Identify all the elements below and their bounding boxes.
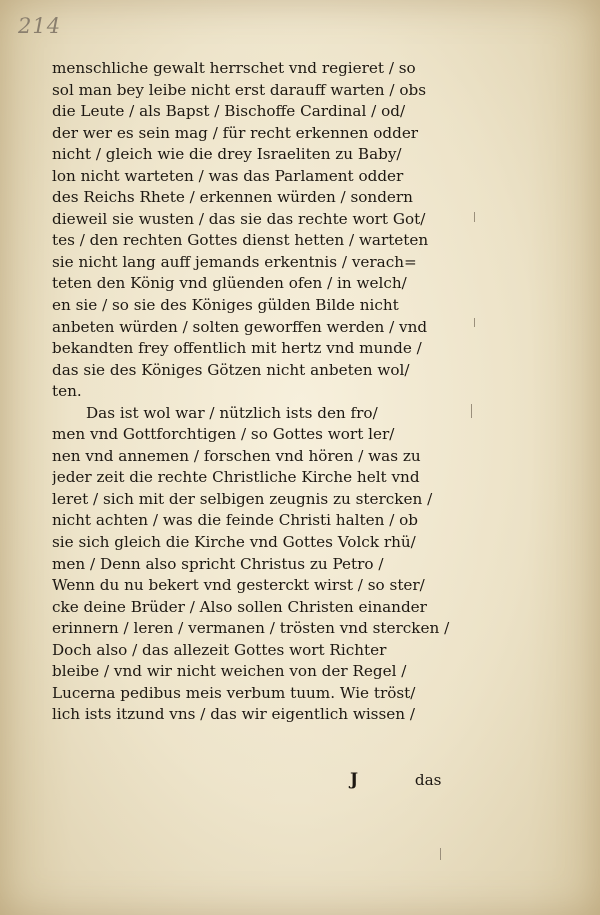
text-line: sie sich gleich die Kirche vnd Gottes Volck rhü/: [52, 533, 416, 552]
margin-tick: [474, 212, 475, 222]
text-line: tes / den rechten Gottes dienst hetten / warteten: [52, 231, 429, 250]
text-line: Das ist wol war / nützlich ists den fro/: [86, 403, 378, 422]
page-number: 214: [18, 14, 62, 38]
text-line: teten den König vnd glüenden ofen / in welch/: [52, 274, 407, 293]
text-line: die Leute / als Bapst / Bischoffe Cardinal / od/: [52, 102, 406, 121]
text-line: nicht / gleich wie die drey Israeliten zu Baby/: [52, 145, 402, 164]
text-line: jeder zeit die rechte Christliche Kirche helt vnd: [52, 468, 420, 487]
text-line: sol man bey leibe nicht erst darauff warten / obs: [52, 80, 426, 99]
text-line: nicht achten / was die feinde Christi halten / ob: [52, 511, 419, 530]
text-line: der wer es sein mag / für recht erkennen odder: [52, 123, 419, 142]
text-line: das sie des Königes Götzen nicht anbeten wol/: [52, 360, 410, 379]
text-line: ten.: [52, 382, 82, 401]
text-line: lich ists itzund vns / das wir eigentlich wissen /: [52, 705, 415, 724]
text-line: dieweil sie wusten / das sie das rechte wort Got/: [52, 209, 426, 228]
text-line: bekandten frey offentlich mit hertz vnd munde /: [52, 339, 422, 358]
text-line: men / Denn also spricht Christus zu Petro /: [52, 554, 384, 573]
text-line: Doch also / das allezeit Gottes wort Richter: [52, 640, 387, 659]
text-line: anbeten würden / solten geworffen werden / vnd: [52, 317, 428, 336]
catchword: das: [414, 771, 442, 789]
text-line: men vnd Gottforchtigen / so Gottes wort ler/: [52, 425, 395, 444]
text-line: sie nicht lang auff jemands erkentnis / verach=: [52, 252, 417, 271]
text-line: des Reichs Rhete / erkennen würden / sondern: [52, 188, 413, 207]
text-line: lon nicht warteten / was das Parlament odder: [52, 166, 404, 185]
margin-tick: [440, 848, 441, 860]
text-line: cke deine Brüder / Also sollen Christen einander: [52, 597, 427, 616]
text-line: Wenn du nu bekert vnd gesterckt wirst / so ster/: [52, 576, 425, 595]
text-line: bleibe / vnd wir nicht weichen von der Regel /: [52, 662, 407, 681]
signature-mark: J: [350, 770, 359, 790]
text-line: leret / sich mit der selbigen zeugnis zu stercken /: [52, 489, 433, 508]
text-line: erinnern / leren / vermanen / trösten vnd stercken /: [52, 619, 450, 638]
text-line: Lucerna pedibus meis verbum tuum. Wie tröst/: [52, 683, 416, 702]
margin-tick: [471, 404, 472, 418]
body-text: [52, 58, 492, 726]
text-line: en sie / so sie des Königes gülden Bilde nicht: [52, 296, 399, 315]
page-footer: [350, 770, 470, 790]
text-line: menschliche gewalt herrschet vnd regieret / so: [52, 59, 416, 77]
margin-tick: [474, 318, 475, 327]
text-line: nen vnd annemen / forschen vnd hören / was zu: [52, 446, 421, 465]
